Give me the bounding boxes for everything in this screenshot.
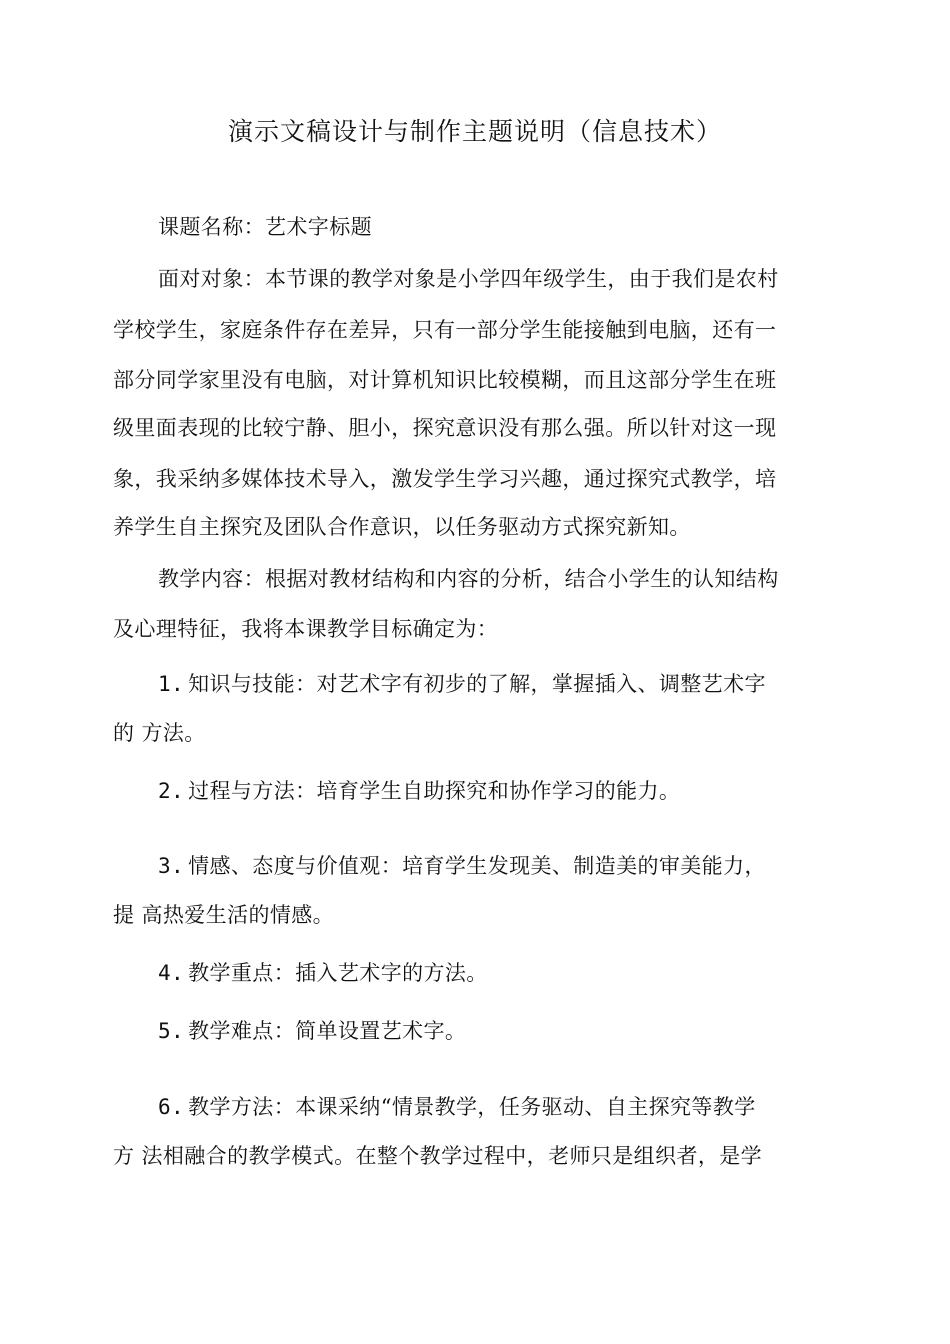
list-item-6	[158, 1092, 878, 1122]
paragraph-line: 学校学生，家庭条件存在差异，只有一部分学生能接触到电脑，还有一	[113, 318, 777, 342]
paragraph-line: 级里面表现的比较宁静、胆小，探究意识没有那么强。所以针对这一现	[113, 416, 777, 440]
list-number: 5.	[158, 1019, 185, 1043]
paragraph-line: 提 高热爱生活的情感。	[113, 903, 335, 927]
list-item-5	[158, 1016, 878, 1046]
list-number: 6.	[158, 1095, 185, 1119]
list-item-text: 知识与技能：对艺术字有初步的了解，掌握插入、调整艺术字	[188, 672, 766, 696]
list-number: 2.	[158, 779, 185, 803]
paragraph-line: 的 方法。	[113, 721, 206, 745]
paragraph-line: 象，我采纳多媒体技术导入，激发学生学习兴趣，通过探究式教学，培	[113, 467, 777, 491]
document-title: 演示文稿设计与制作主题说明（信息技术）	[227, 117, 722, 146]
paragraph-line: 及心理特征，我将本课教学目标确定为：	[113, 617, 499, 641]
list-item-2	[158, 776, 878, 806]
paragraph-line: 养学生自主探究及团队合作意识，以任务驱动方式探究新知。	[113, 515, 691, 539]
list-item-text: 情感、态度与价值观：培育学生发现美、制造美的审美能力，	[188, 854, 766, 878]
paragraph-line: 部分同学家里没有电脑，对计算机知识比较模糊，而且这部分学生在班	[113, 368, 777, 392]
list-number: 3.	[158, 854, 185, 878]
paragraph-line: 课题名称：艺术字标题	[158, 215, 372, 239]
list-number: 4.	[158, 961, 185, 985]
list-item-4	[158, 958, 878, 988]
paragraph-line: 面对对象：本节课的教学对象是小学四年级学生，由于我们是农村	[158, 267, 779, 291]
list-item-text: 教学方法：本课采纳“情景教学，任务驱动、自主探究等教学	[188, 1095, 756, 1119]
list-number: 1.	[158, 672, 185, 696]
list-item-text: 教学难点：简单设置艺术字。	[188, 1019, 467, 1043]
list-item-1	[158, 669, 878, 699]
list-item-3	[158, 851, 878, 881]
paragraph-line: 方 法相融合的教学模式。在整个教学过程中，老师只是组织者，是学	[113, 1144, 763, 1168]
list-item-text: 过程与方法：培育学生自助探究和协作学习的能力。	[188, 779, 681, 803]
list-item-text: 教学重点：插入艺术字的方法。	[188, 961, 488, 985]
paragraph-line: 教学内容：根据对教材结构和内容的分析，结合小学生的认知结构	[158, 567, 779, 591]
